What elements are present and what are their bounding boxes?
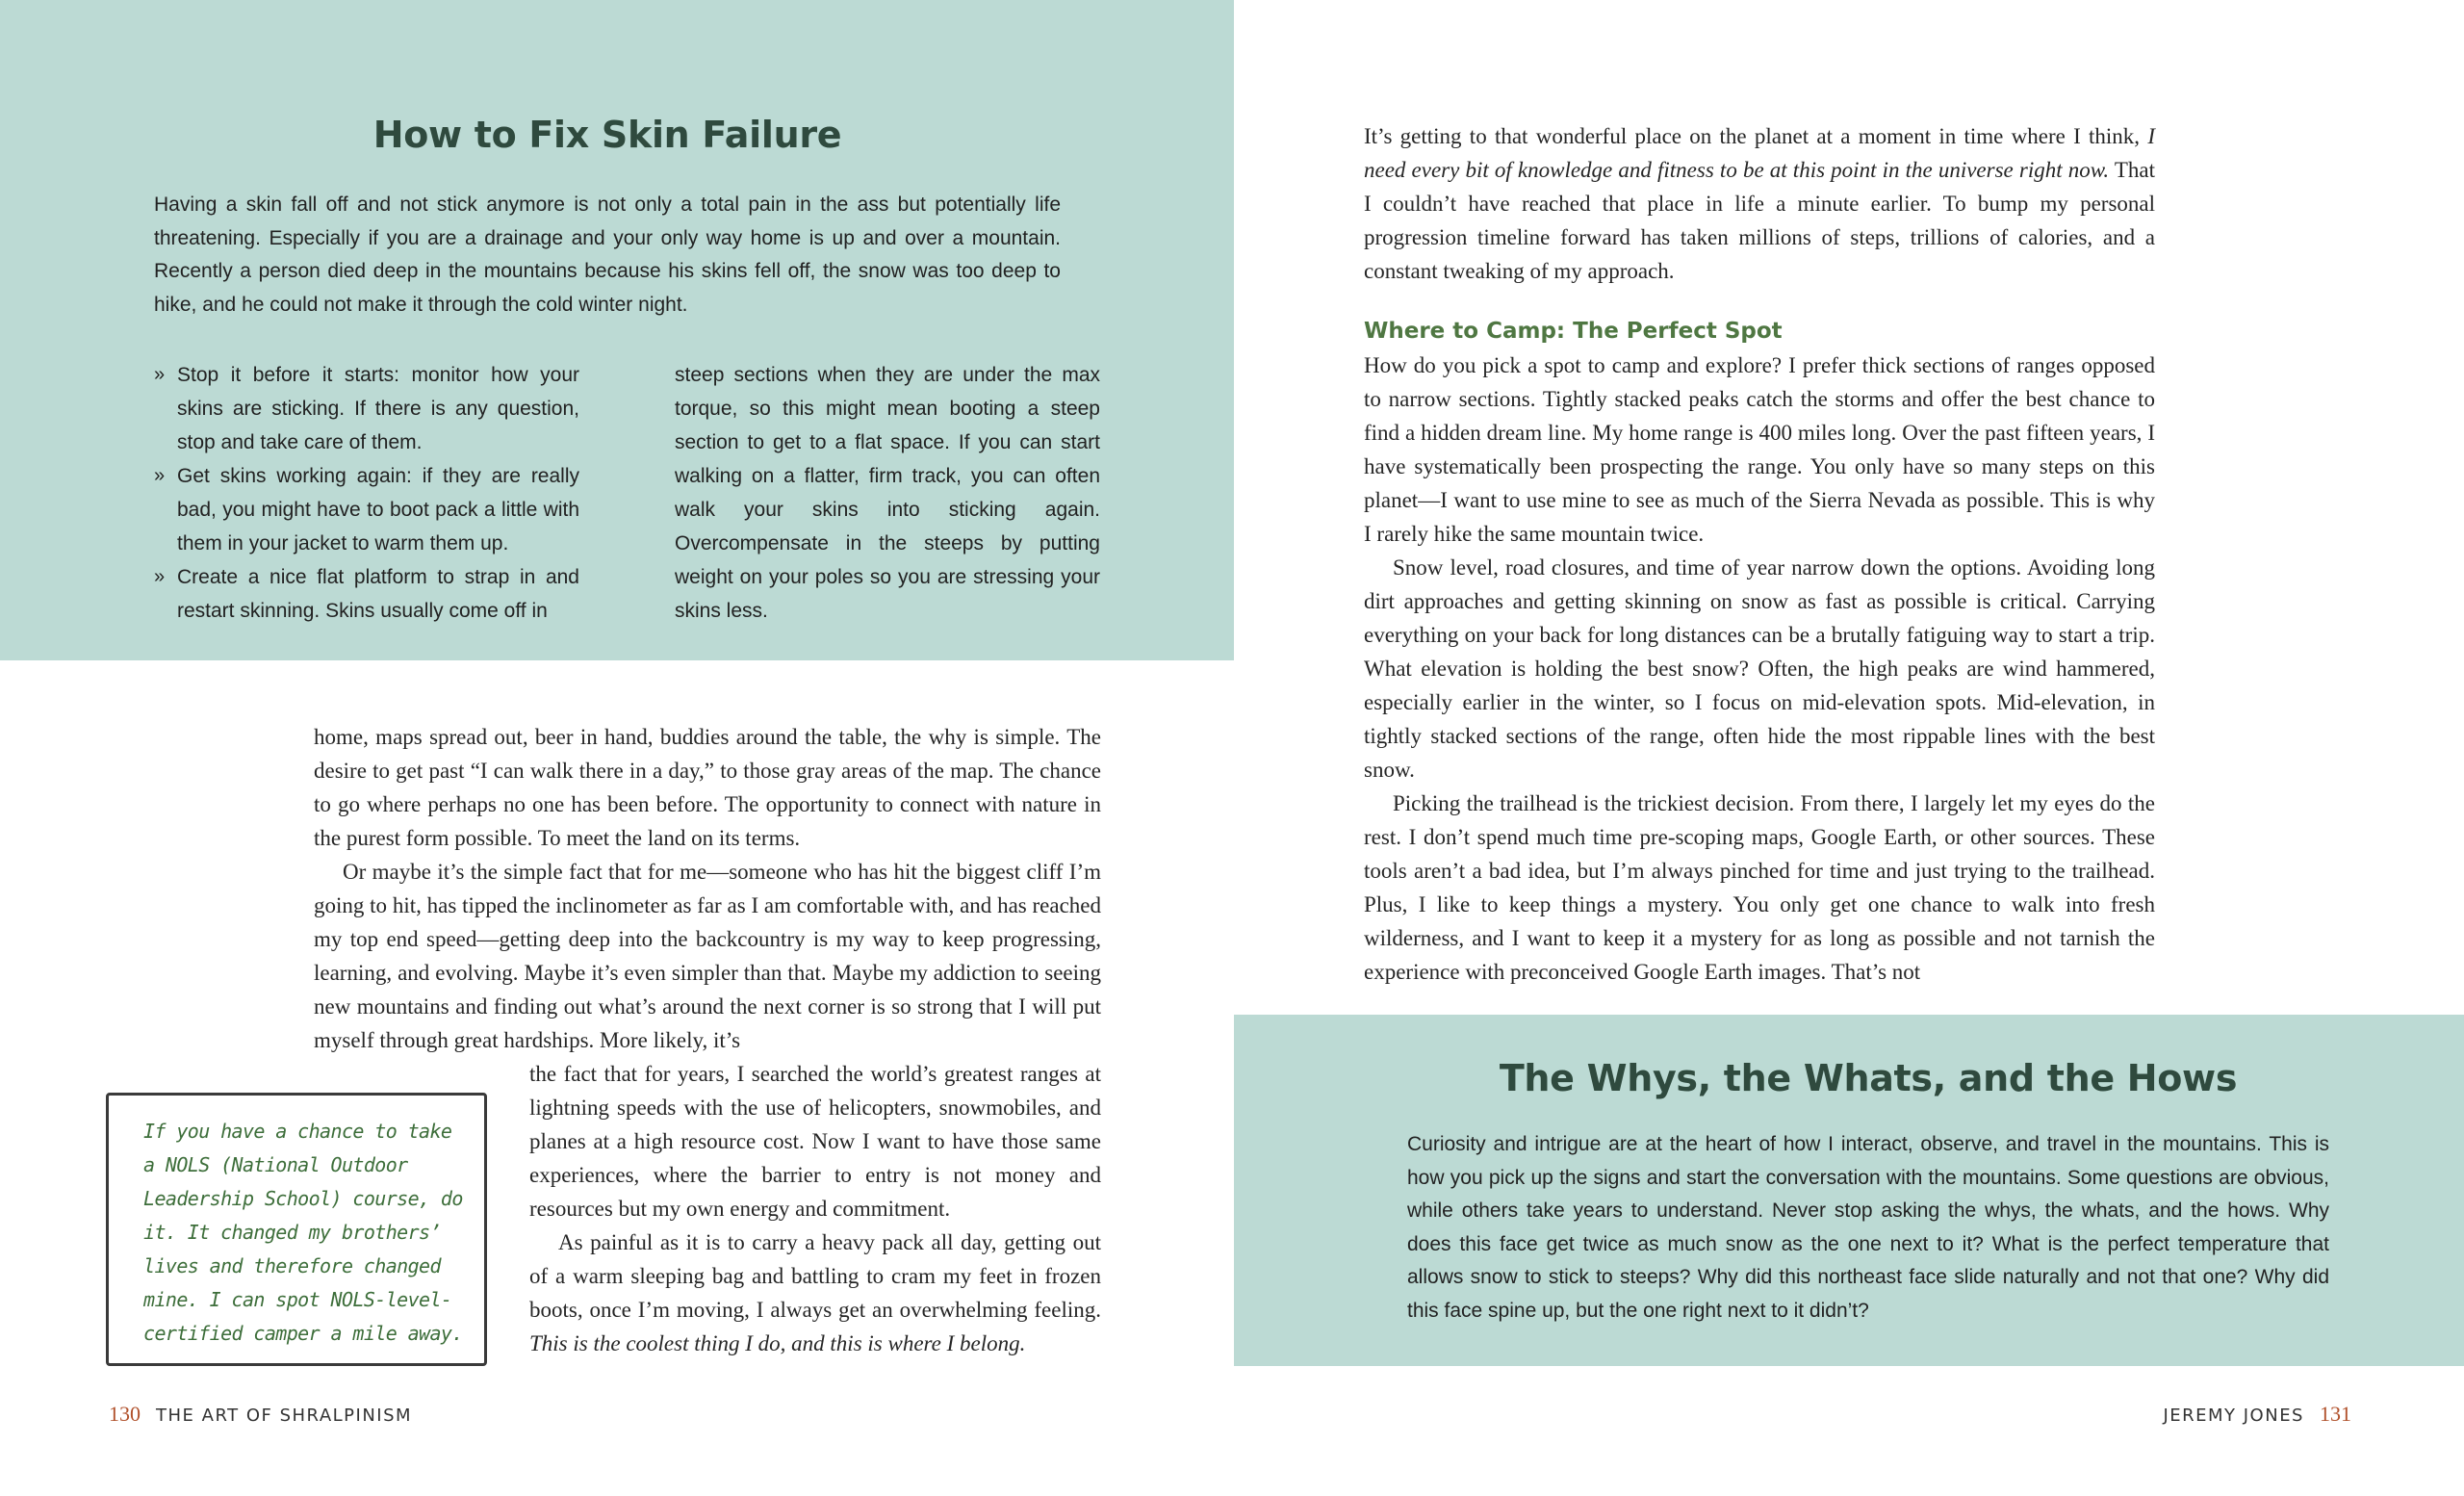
tip-item	[154, 560, 579, 628]
left-body-top	[314, 720, 1101, 1057]
body-paragraph: home, maps spread out, beer in hand, buddies around the table, the why is simple. The desire to get past “I can walk there in a day,” to those gray areas of the map. The chance to go where perhaps no one has been before. The opportunity to connect with nature in the purest form possible. To meet the land on its terms.	[314, 725, 1101, 850]
body-paragraph: Picking the trailhead is the trickiest decision. From there, I largely let my eyes do the rest. I don’t spend much time pre-scoping maps, Google Earth, or other sources. These tools aren’t a bad idea, but I’m always pinched for time and just trying to the trailhead. Plus, I like to keep things a mystery. You only get one chance to walk into fresh wilderness, and I want to keep it a mystery for as long as possible and not tarnish the experience with preconceived Google Earth images. That’s not	[1364, 791, 2155, 984]
tips-columns	[154, 358, 1100, 628]
tip-text: Stop it before it starts: monitor how your skins are sticking. If there is any question, stop and take care of them.	[177, 364, 579, 453]
left-body-bottom	[529, 1057, 1101, 1360]
page-number: 131	[2320, 1402, 2351, 1426]
tips-column-left	[154, 358, 579, 628]
body-paragraph: Or maybe it’s the simple fact that for me—someone who has hit the biggest cliff I’m going to hit, has tipped the inclinometer as far as I am comfortable with, and has reached my top end speed—getting deep into the backcountry is my way to keep progressing, learning, and evolving. Maybe it’s even simpler than that. Maybe my addiction to seeing new mountains and finding out what’s around the next corner is so strong that I will put myself through great hardships. More likely, it’s	[314, 860, 1101, 1052]
body-italic-span: I need every bit of knowledge and fitness to be at this point in the universe right now.	[1364, 124, 2155, 182]
body-paragraph	[1364, 119, 2155, 288]
body-paragraph: the fact that for years, I searched the world’s greatest ranges at lightning speeds with the use of helicopters, snowmobiles, and planes at a high resource cost. Now I want to have those same experiences, where the barrier to entry is not money and resources but my own energy and commitment.	[529, 1062, 1101, 1221]
tip-item	[154, 358, 579, 459]
sidebar-text: Curiosity and intrigue are at the heart of how I interact, observe, and travel in the mountains. This is how you pick up the signs and start the conversation with the mountains. Some questions are obvious, while others take years to understand. Never stop asking the whys, the whats, and the hows. Why does this face get twice as much snow as the one next to it? What is the perfect temperature that allows snow to stick to steeps? Why did this northeast face slide naturally and not that one? Why did this face spine up, but the one right next to it didn’t?	[1407, 1133, 2329, 1322]
body-text-span: As painful as it is to carry a heavy pack all day, getting out of a warm sleeping bag and battling to cram my feet in frozen boots, once I’m moving, I always get an overwhelming feeling.	[529, 1230, 1101, 1322]
handwritten-note-box	[106, 1093, 487, 1366]
right-footer	[2163, 1402, 2351, 1427]
skin-failure-sidebar	[0, 0, 1234, 660]
body-paragraph: Snow level, road closures, and time of year narrow down the options. Avoiding long dirt approaches and getting skinning on snow as fast as possible is critical. Carrying everything on your back for long distances can be a brutally fatiguing way to start a trip. What elevation is holding the best snow? Often, the high peaks are wind hammered, especially earlier in the winter, so I focus on mid-elevation spots. Mid-elevation, in tightly stacked sections of the range, often hide the most rippable lines with the best snow.	[1364, 555, 2155, 782]
camp-section	[1364, 315, 2155, 989]
whys-whats-hows-sidebar	[1234, 1015, 2464, 1366]
body-text-span: That I couldn’t have reached that place in life a minute earlier. To bump my personal progression timeline forward has taken millions of steps, trillions of calories, and a constant tweaking of my approach.	[1364, 158, 2156, 283]
sidebar-intro: Having a skin fall off and not stick anymore is not only a total pain in the ass but potentially life threatening. Especially if you are a drainage and your only way home is up and over a mountain. Recently a person died deep in the mountains because his skins fell off, the snow was too deep to hike, and he could not make it through the cold winter night.	[154, 193, 1061, 316]
body-italic-span: This is the coolest thing I do, and this is where I belong.	[529, 1331, 1026, 1355]
tip-text: Create a nice flat platform to strap in and restart skinning. Skins usually come off in	[177, 566, 579, 622]
right-body	[1364, 119, 2155, 989]
section-heading: Where to Camp: The Perfect Spot	[1364, 319, 1783, 344]
handwritten-note: If you have a chance to take a NOLS (National Outdoor Leadership School) course, do it. It changed my brothers’ lives and therefore changed mine. I can spot NOLS-level-certified camper a mile away.	[143, 1120, 463, 1345]
chevron-bullet-icon: »	[154, 465, 166, 486]
chevron-bullet-icon: »	[154, 566, 166, 587]
page-number: 130	[109, 1402, 141, 1426]
tip-item	[154, 459, 579, 560]
body-paragraph	[529, 1225, 1101, 1360]
body-text-span: It’s getting to that wonderful place on the planet at a moment in time where I think,	[1364, 124, 2148, 148]
running-head: THE ART OF SHRALPINISM	[156, 1406, 413, 1426]
tip-continuation: steep sections when they are under the max torque, so this might mean booting a steep section to get to a flat space. If you can start walking on a flatter, firm track, you can often walk your skins into sticking again. Overcompensate in the steeps by putting weight on your poles so you are stressing your skins less.	[675, 364, 1100, 622]
right-page	[1234, 0, 2464, 1496]
chevron-bullet-icon: »	[154, 364, 166, 385]
tips-column-right	[675, 358, 1100, 628]
tip-text: Get skins working again: if they are really bad, you might have to boot pack a little with them in your jacket to warm them up.	[177, 465, 579, 555]
tips-list	[154, 358, 579, 628]
sidebar-title: The Whys, the Whats, and the Hows	[1499, 1057, 2238, 1099]
running-head: JEREMY JONES	[2163, 1406, 2304, 1426]
left-footer	[109, 1402, 412, 1427]
body-paragraph: How do you pick a spot to camp and explore? I prefer thick sections of ranges opposed to narrow sections. Tightly stacked peaks catch the storms and offer the best chance to find a hidden dream line. My home range is 400 miles long. Over the past fifteen years, I have systematically been prospecting the range. You only have so many steps on this planet—I want to use mine to see as much of the Sierra Nevada as possible. This is why I rarely hike the same mountain twice.	[1364, 353, 2155, 546]
sidebar-title: How to Fix Skin Failure	[372, 114, 842, 156]
